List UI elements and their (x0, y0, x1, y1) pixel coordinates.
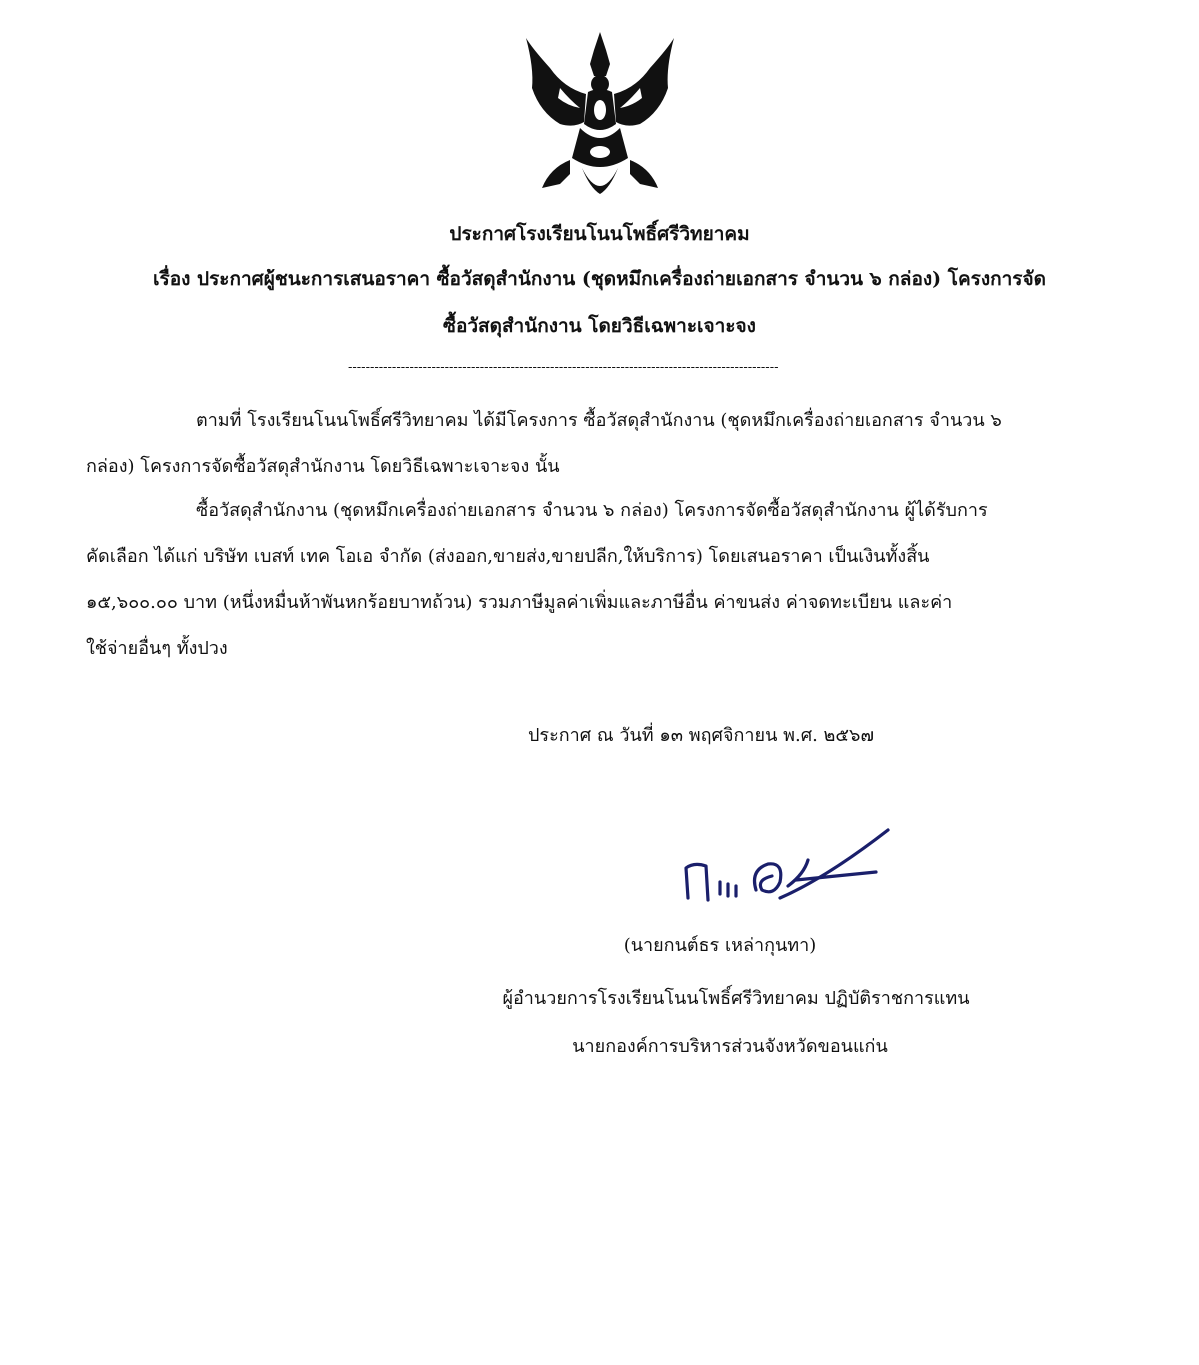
signer-position-2: นายกองค์การบริหารส่วนจังหวัดขอนแก่น (572, 1036, 888, 1057)
paragraph-2-line-2: คัดเลือก ได้แก่ บริษัท เบสท์ เทค โอเอ จำกัด (ส่งออก,ขายส่ง,ขายปลีก,ให้บริการ) โดยเสนอราคา เป็นเงินทั้งสิ้น (86, 546, 930, 567)
announce-date: ประกาศ ณ วันที่ ๑๓ พฤศจิกายน พ.ศ. ๒๕๖๗ (528, 725, 875, 746)
garuda-emblem-icon (520, 28, 680, 208)
divider-line: -------------------------------------------------------------------------------------------------- (348, 360, 779, 375)
signature-icon (676, 820, 896, 910)
signer-name: (นายกนต์ธร เหล่ากุนทา) (623, 935, 817, 956)
paragraph-2-line-4: ใช้จ่ายอื่นๆ ทั้งปวง (86, 638, 228, 659)
signer-position-1: ผู้อำนวยการโรงเรียนโนนโพธิ์ศรีวิทยาคม ปฏิบัติราชการแทน (502, 988, 970, 1009)
paragraph-2-line-3: ๑๕,๖๐๐.๐๐ บาท (หนึ่งหมื่นห้าพันหกร้อยบาทถ้วน) รวมภาษีมูลค่าเพิ่มและภาษีอื่น ค่าขนส่ง ค่าจดทะเบียน และค่า (86, 592, 953, 613)
body-paragraph-2 (86, 488, 1106, 672)
paragraph-1-line-1: ตามที่ โรงเรียนโนนโพธิ์ศรีวิทยาคม ได้มีโครงการ ซื้อวัสดุสำนักงาน (ชุดหมึกเครื่องถ่ายเอกสาร จำนวน ๖ (196, 410, 1002, 431)
body-paragraph-1 (86, 398, 1106, 490)
paragraph-1-line-2: กล่อง) โครงการจัดซื้อวัสดุสำนักงาน โดยวิธีเฉพาะเจาะจง นั้น (86, 456, 560, 477)
announcement-title: ประกาศโรงเรียนโนนโพธิ์ศรีวิทยาคม (449, 223, 750, 245)
subject-line-1: เรื่อง ประกาศผู้ชนะการเสนอราคา ซื้อวัสดุสำนักงาน (ชุดหมึกเครื่องถ่ายเอกสาร จำนวน ๖ กล่อง) โครงการจัด (153, 268, 1046, 290)
subject-line-2: ซื้อวัสดุสำนักงาน โดยวิธีเฉพาะเจาะจง (443, 315, 756, 337)
paragraph-2-line-1: ซื้อวัสดุสำนักงาน (ชุดหมึกเครื่องถ่ายเอกสาร จำนวน ๖ กล่อง) โครงการจัดซื้อวัสดุสำนักงาน ผู้ได้รับการ (196, 500, 988, 521)
